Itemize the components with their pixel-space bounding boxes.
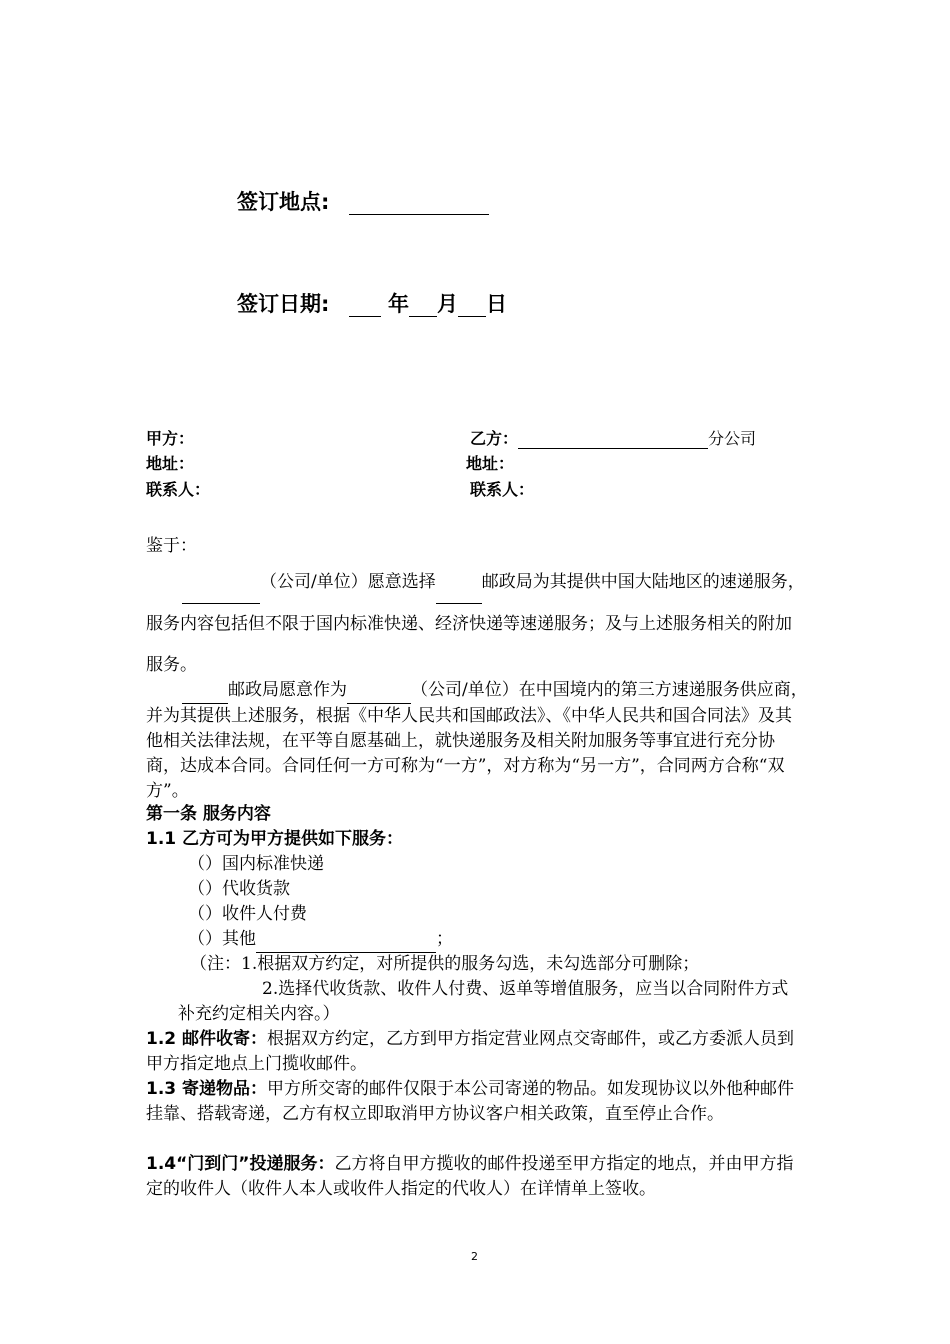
day-blank[interactable] [458,292,486,317]
signing-place [237,186,489,216]
company-blank-2[interactable] [347,678,411,704]
preamble-paragraph-2 [146,678,808,804]
section-1-3-label: 1.3 寄递物品： [146,1079,268,1099]
p2-text-a: 邮政局愿意作为 [228,680,347,700]
p1-text-a: （公司/单位）愿意选择 [260,572,436,592]
section-1-2-label: 1.2 邮件收寄： [146,1029,268,1049]
year-blank[interactable] [349,292,381,317]
section-1-1: 1.1 乙方可为甲方提供如下服务： [146,829,404,849]
note-line-1: （注：1.根据双方约定，对所提供的服务勾选，未勾选部分可删除； [190,954,700,974]
signing-place-label: 签订地点: [237,190,330,214]
company-blank-1[interactable] [182,562,260,604]
party-b-suffix: 分公司 [708,429,757,448]
party-b-label: 乙方： [470,429,519,448]
section-1-4 [146,1152,808,1202]
party-b-blank[interactable] [518,429,708,449]
option-other[interactable] [188,927,453,953]
month-label: 月 [437,292,459,316]
note-line-3: 补充约定相关内容。） [178,1004,340,1024]
option-other-label: （）其他 [188,929,256,949]
other-blank[interactable] [256,927,436,953]
day-label: 日 [486,292,508,316]
section-1-3 [146,1077,808,1127]
post-office-blank-1[interactable] [436,562,482,604]
party-b [470,426,756,449]
address-b-label: 地址： [466,454,515,473]
option-standard-express[interactable]: （）国内标准快递 [188,854,324,874]
party-a-label: 甲方： [146,429,195,448]
section-1-4-label: 1.4“门到门”投递服务： [146,1154,335,1174]
p1-text-b: 邮政局为其提供中国大陆地区的速递服务，服务内容包括但不限于国内标准快递、经济快递等速递服务；及与上述服务相关的附加服务。 [146,572,805,675]
signing-date-label: 签订日期: [237,292,330,316]
semicolon: ； [436,929,453,949]
option-recipient-pays[interactable]: （）收件人付费 [188,904,307,924]
address-a-label: 地址： [146,454,195,473]
p2-text-b: （公司/单位）在中国境内的第三方速递服务供应商，并为其提供上述服务，根据《中华人民共和国邮政法》、《中华人民共和国合同法》及其他相关法律法规，在平等自愿基础上，就快递服务及相关附加服务等事宜进行充分协商，达成本合同。合同任何一方可称为“一方”，对方称为“另一方”，合同两方合称“双方”。 [146,680,808,801]
section-1-2 [146,1027,808,1077]
signing-date [237,288,507,318]
contact-a-label: 联系人： [146,480,211,499]
contact-b-label: 联系人： [470,480,535,499]
section-1-4-text: 乙方将自甲方揽收的邮件投递至甲方指定的地点，并由甲方指定的收件人（收件人本人或收件人指定的代收人）在详情单上签收。 [146,1154,794,1199]
post-office-blank-2[interactable] [182,678,228,704]
note-line-2: 2.选择代收货款、收件人付费、返单等增值服务，应当以合同附件方式 [262,979,789,999]
whereas-label: 鉴于： [146,536,197,556]
article-1-title: 第一条 服务内容 [146,804,271,824]
month-blank[interactable] [409,292,437,317]
option-cod[interactable]: （）代收货款 [188,879,290,899]
signing-place-blank[interactable] [349,190,489,215]
section-1-3-text: 甲方所交寄的邮件仅限于本公司寄递的物品。如发现协议以外他种邮件挂靠、搭载寄递，乙方有权立即取消甲方协议客户相关政策，直至停止合作。 [146,1079,795,1124]
preamble-paragraph-1 [146,562,808,686]
section-1-2-text: 根据双方约定，乙方到甲方指定营业网点交寄邮件，或乙方委派人员到甲方指定地点上门揽收邮件。 [146,1029,795,1074]
year-label: 年 [388,292,410,316]
page-number: 2 [471,1250,478,1263]
